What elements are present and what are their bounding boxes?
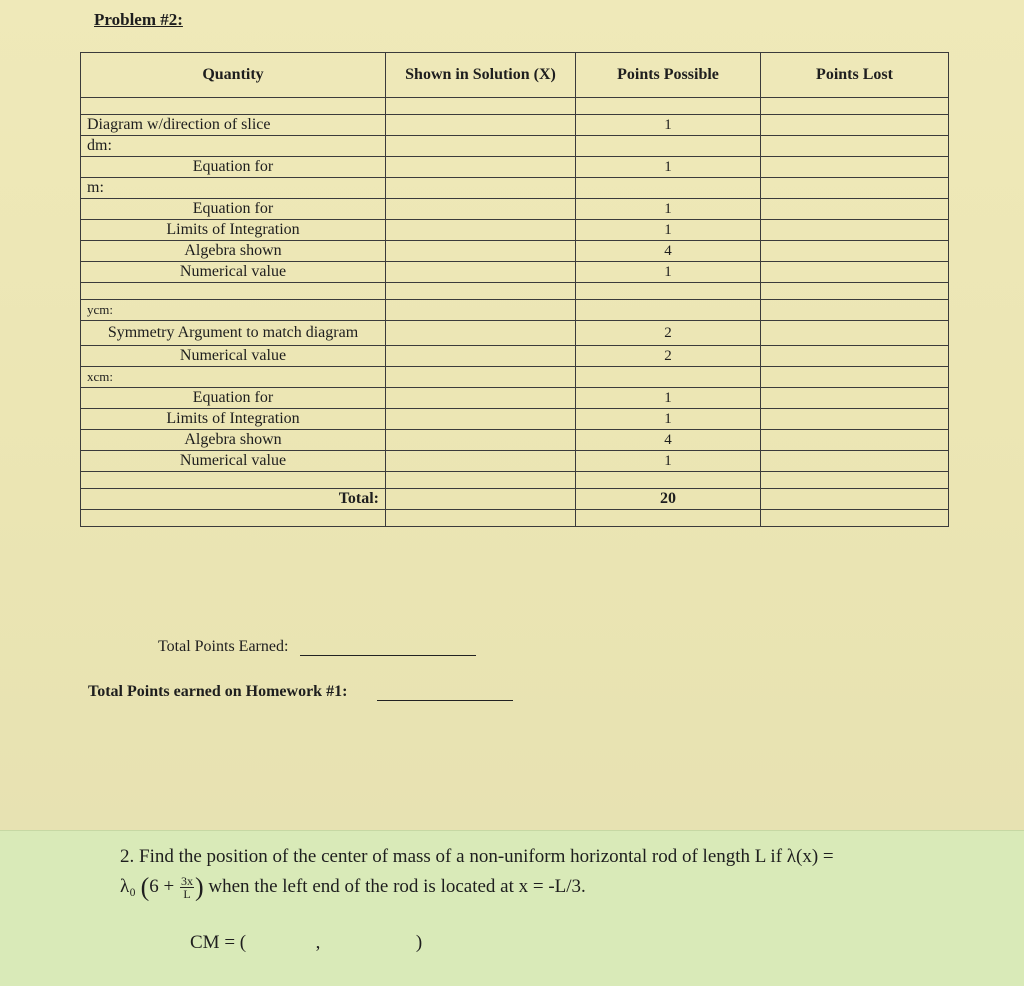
section-label-xcm: xcm: [81,367,386,388]
table-row [81,157,949,178]
cm-close: ) [415,932,423,953]
table-row [81,199,949,220]
quantity-cell: Algebra shown [81,241,386,262]
fraction-numerator: 3x [180,874,193,889]
total-homework-label: Total Points earned on Homework #1: [88,683,348,700]
table-row [81,388,949,409]
total-points-earned [158,638,476,656]
table-row [81,178,949,199]
points-lost-cell[interactable] [761,409,949,430]
points-lost-cell[interactable] [761,220,949,241]
table-row [81,136,949,157]
points-lost-cell[interactable] [761,451,949,472]
points-lost-cell[interactable] [761,157,949,178]
fraction-denominator: L [183,887,191,902]
table-row [81,346,949,367]
quantity-cell: Numerical value [81,451,386,472]
shown-cell[interactable] [386,346,576,367]
quantity-cell: Diagram w/direction of slice [81,115,386,136]
quantity-cell: Limits of Integration [81,220,386,241]
points-possible-cell: 4 [576,430,761,451]
section-label-m: m: [81,178,386,199]
question-line-1: 2. Find the position of the center of mass of a non-uniform horizontal rod of length L if λ(x) = [120,846,834,867]
points-possible-cell: 1 [576,220,761,241]
quantity-cell: Equation for [81,199,386,220]
total-points-value: 20 [576,489,761,510]
table-row [81,367,949,388]
shown-cell[interactable] [386,388,576,409]
lambda-zero: λ₀ [120,876,136,897]
points-possible-cell: 2 [576,321,761,346]
grading-rubric-table [80,52,949,527]
quantity-cell: Limits of Integration [81,409,386,430]
total-shown-cell[interactable] [386,489,576,510]
cm-label: CM = ( [190,932,247,953]
points-lost-cell[interactable] [761,262,949,283]
table-row [81,430,949,451]
table-row [81,451,949,472]
total-points-earned-blank[interactable] [300,655,476,656]
table-row [81,98,949,115]
question-text [120,842,980,903]
table-row [81,262,949,283]
points-possible-cell: 1 [576,157,761,178]
cm-comma: , [315,932,321,953]
fraction-3x-over-L [180,875,194,900]
points-possible-cell: 1 [576,451,761,472]
total-points-earned-label: Total Points Earned: [158,638,289,655]
points-possible-cell: 4 [576,241,761,262]
shown-cell[interactable] [386,430,576,451]
shown-cell[interactable] [386,199,576,220]
quantity-cell: Numerical value [81,262,386,283]
header-quantity: Quantity [81,53,386,98]
total-label: Total: [81,489,386,510]
points-possible-cell: 2 [576,346,761,367]
shown-cell[interactable] [386,451,576,472]
points-possible-cell: 1 [576,409,761,430]
points-lost-cell[interactable] [761,241,949,262]
table-row [81,472,949,489]
header-points-lost: Points Lost [761,53,949,98]
problem-title: Problem #2: [94,10,183,29]
shown-cell[interactable] [386,241,576,262]
points-lost-cell[interactable] [761,388,949,409]
shown-cell[interactable] [386,157,576,178]
header-points-possible: Points Possible [576,53,761,98]
header-shown-in-solution: Shown in Solution (X) [386,53,576,98]
points-possible-cell: 1 [576,262,761,283]
table-row [81,220,949,241]
quantity-cell: Numerical value [81,346,386,367]
table-row [81,283,949,300]
section-label-ycm: ycm: [81,300,386,321]
table-row [81,115,949,136]
total-homework-points [88,683,513,701]
points-lost-cell[interactable] [761,321,949,346]
table-row [81,409,949,430]
shown-cell[interactable] [386,409,576,430]
shown-cell[interactable] [386,262,576,283]
quantity-cell: Equation for [81,157,386,178]
points-lost-cell[interactable] [761,430,949,451]
points-possible-cell: 1 [576,388,761,409]
points-lost-cell[interactable] [761,115,949,136]
six-plus: 6 + [149,876,175,897]
center-of-mass-answer [190,932,422,954]
points-lost-cell[interactable] [761,346,949,367]
table-row [81,300,949,321]
points-possible-cell: 1 [576,199,761,220]
points-possible-cell: 1 [576,115,761,136]
shown-cell[interactable] [386,220,576,241]
total-lost-cell[interactable] [761,489,949,510]
open-paren: ( [140,872,150,902]
total-row [81,489,949,510]
shown-cell[interactable] [386,115,576,136]
quantity-cell: Equation for [81,388,386,409]
table-header-row [81,53,949,98]
close-paren: ) [194,872,204,902]
quantity-cell: Symmetry Argument to match diagram [81,321,386,346]
question-line-2-rest: when the left end of the rod is located at x = -L/3. [208,876,586,897]
quantity-cell: Algebra shown [81,430,386,451]
points-lost-cell[interactable] [761,199,949,220]
total-homework-blank[interactable] [377,700,513,701]
table-row [81,321,949,346]
table-row [81,510,949,527]
table-row [81,241,949,262]
section-label-dm: dm: [81,136,386,157]
question-line-2 [120,872,980,903]
shown-cell[interactable] [386,321,576,346]
